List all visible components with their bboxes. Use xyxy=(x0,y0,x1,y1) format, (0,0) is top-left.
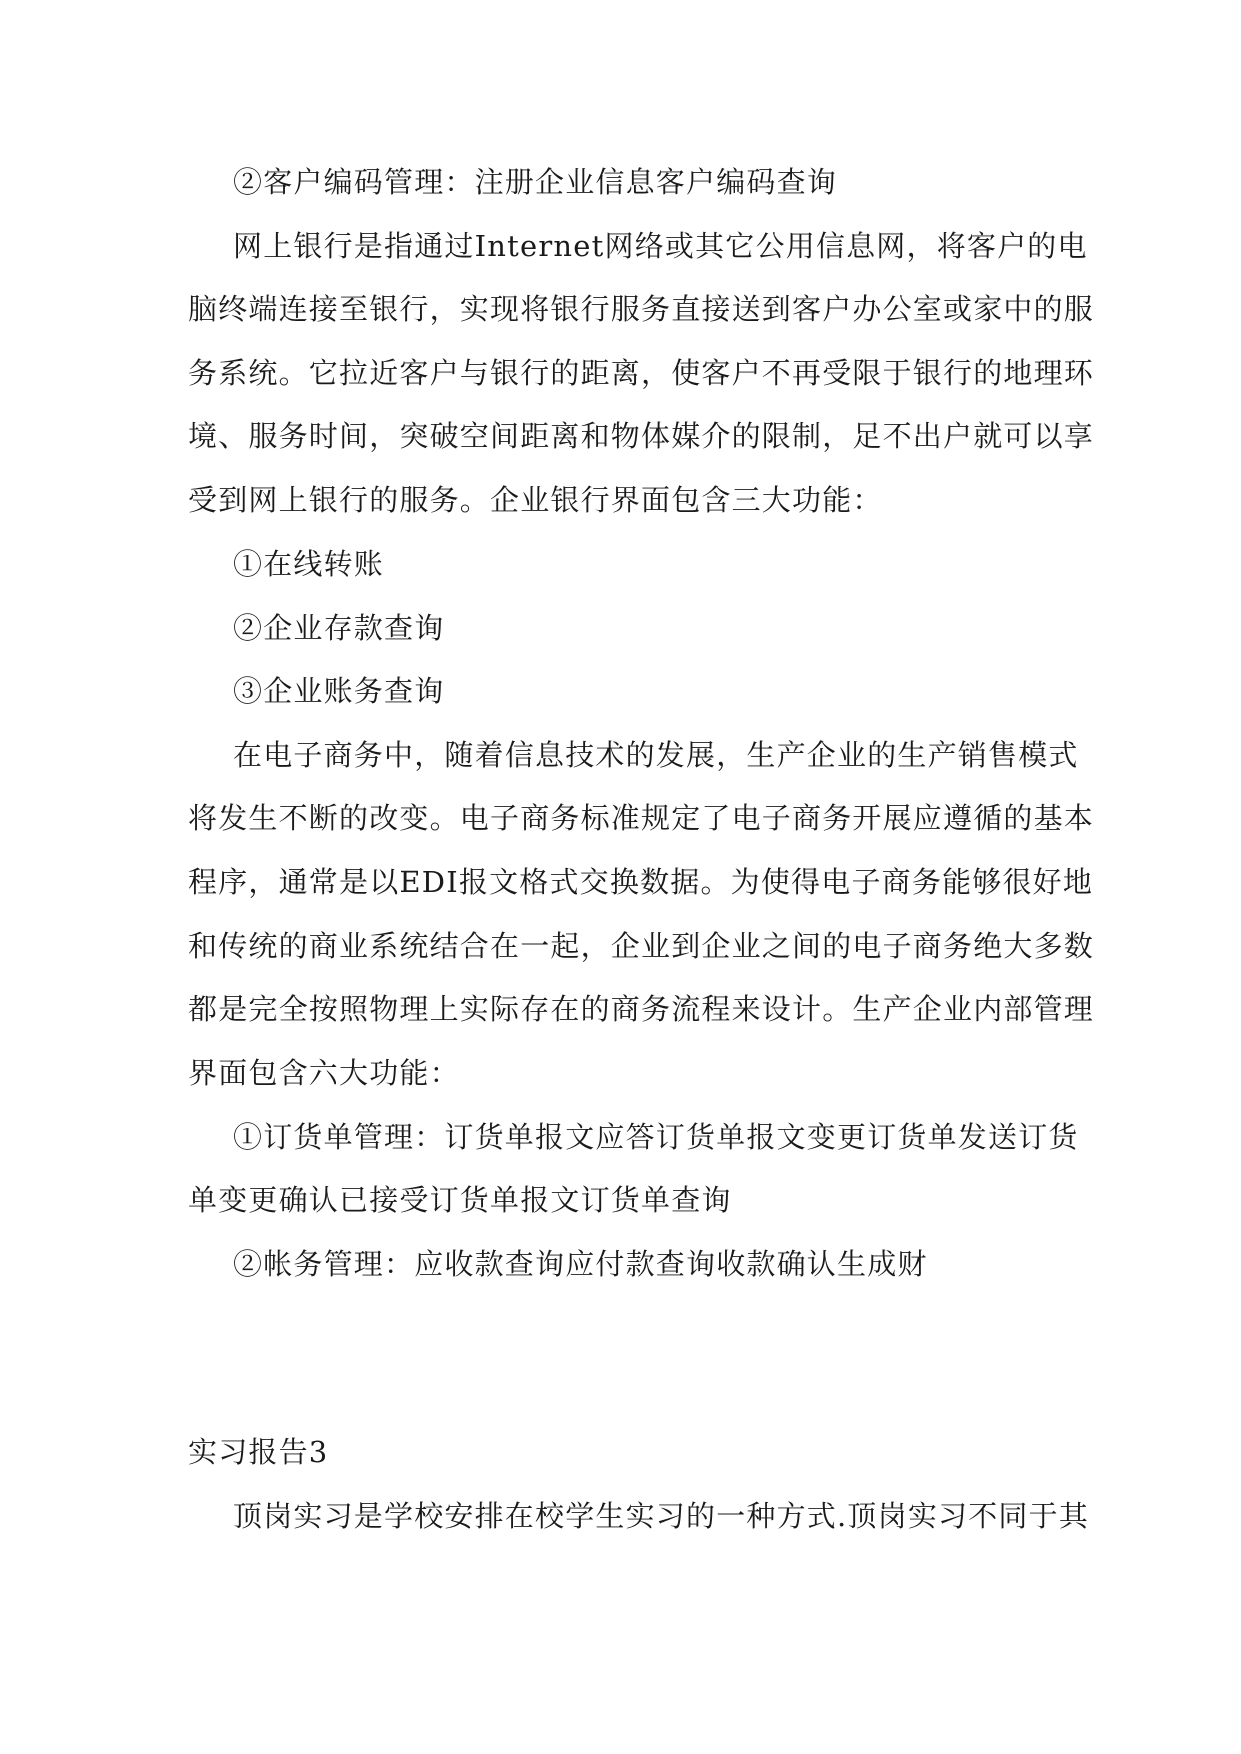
paragraph-line: 境、服务时间，突破空间距离和物体媒介的限制，足不出户就可以享 xyxy=(188,419,1095,453)
paragraph-line: 将发生不断的改变。电子商务标准规定了电子商务开展应遵循的基本 xyxy=(188,801,1095,835)
section-heading: 实习报告3 xyxy=(188,1435,329,1469)
paragraph-line: 在电子商务中，随着信息技术的发展，生产企业的生产销售模式 xyxy=(233,738,1079,772)
paragraph-line: 程序，通常是以EDI报文格式交换数据。为使得电子商务能够很好地 xyxy=(188,865,1094,899)
list-item-deposit-query: ②企业存款查询 xyxy=(233,611,445,645)
paragraph-line: 顶岗实习是学校安排在校学生实习的一种方式.顶岗实习不同于其 xyxy=(233,1499,1090,1533)
paragraph-line: 网上银行是指通过Internet网络或其它公用信息网，将客户的电 xyxy=(233,229,1088,263)
paragraph-line: 脑终端连接至银行，实现将银行服务直接送到客户办公室或家中的服 xyxy=(188,292,1095,326)
list-item-continuation: 单变更确认已接受订货单报文订货单查询 xyxy=(188,1183,732,1217)
paragraph-line: 受到网上银行的服务。企业银行界面包含三大功能： xyxy=(188,483,883,517)
list-item-account-query: ③企业账务查询 xyxy=(233,674,445,708)
list-item-order-management: ①订货单管理：订货单报文应答订货单报文变更订货单发送订货 xyxy=(233,1120,1079,1154)
paragraph-line: 务系统。它拉近客户与银行的距离，使客户不再受限于银行的地理环 xyxy=(188,356,1095,390)
paragraph-line: 都是完全按照物理上实际存在的商务流程来设计。生产企业内部管理 xyxy=(188,992,1095,1026)
list-item-customer-code: ②客户编码管理：注册企业信息客户编码查询 xyxy=(233,165,838,199)
list-item-online-transfer: ①在线转账 xyxy=(233,547,385,581)
paragraph-line: 界面包含六大功能： xyxy=(188,1056,460,1090)
paragraph-line: 和传统的商业系统结合在一起，企业到企业之间的电子商务绝大多数 xyxy=(188,929,1095,963)
list-item-account-management: ②帐务管理：应收款查询应付款查询收款确认生成财 xyxy=(233,1247,928,1281)
